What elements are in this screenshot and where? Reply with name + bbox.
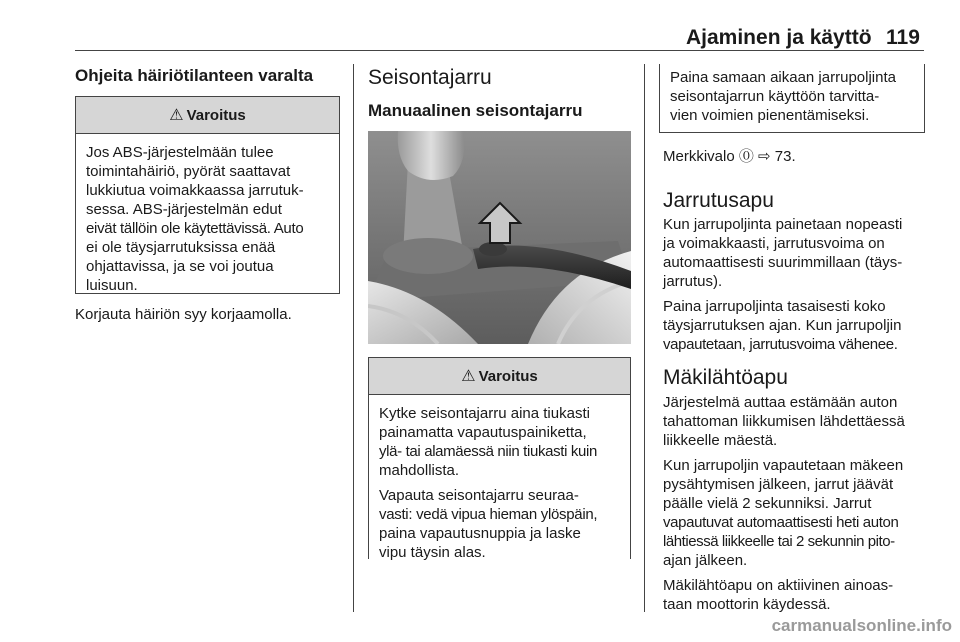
warning-paragraph <box>379 404 630 480</box>
page-reference-number: 73. <box>774 148 796 165</box>
text-line: vien voimien pienentämiseksi. <box>670 107 870 124</box>
parking-brake-illustration <box>368 131 631 344</box>
text-line: lähtiessä liikkeelle tai 2 sekunnin pito- <box>663 533 895 550</box>
text-line: jarrutus). <box>663 273 723 290</box>
text-line: Paina jarrupoljinta tasaisesti koko <box>663 298 886 315</box>
warning-body <box>76 134 339 295</box>
watermark: carmanualsonline.info <box>771 616 952 635</box>
paragraph <box>663 297 933 354</box>
indicator-reference <box>663 147 796 166</box>
text-line: vipu täysin alas. <box>379 544 486 561</box>
text-line: tahattoman liikkumisen lähdettäessä <box>663 413 905 430</box>
header-rule <box>75 50 924 51</box>
text-line: seisontajarrun käyttöön tarvitta- <box>670 88 880 105</box>
text-line: Vapauta seisontajarru seuraa- <box>379 487 579 504</box>
section-heading-parking-brake: Seisontajarru <box>368 66 492 89</box>
warning-title: Varoitus <box>478 367 538 385</box>
text-line: liikkeelle mäestä. <box>663 432 778 449</box>
paragraph-repair: Korjauta häiriön syy korjaamolla. <box>75 306 292 323</box>
text-line: vapautetaan, jarrutusvoima vähenee. <box>663 336 898 353</box>
text-line: täysjarrutuksen ajan. Kun jarrupoljin <box>663 317 902 334</box>
section-heading-brake-assist: Jarrutusapu <box>663 189 774 212</box>
warning-header <box>369 358 630 395</box>
page-reference-arrow-icon: ⇨ <box>758 148 771 165</box>
warning-triangle-icon: ⚠ <box>169 107 184 124</box>
text-line: ei ole täysjarrutuksissa enää <box>86 239 276 256</box>
text-line: Jos ABS-järjestelmään tulee <box>86 144 274 161</box>
paragraph <box>663 456 933 570</box>
text-line: päälle vielä 2 sekunniksi. Jarrut <box>663 495 872 512</box>
indicator-label: Merkkivalo <box>663 148 735 165</box>
subheading-manual-parking-brake: Manuaalinen seisontajarru <box>368 101 583 120</box>
text-line: automaattisesti suurimmillaan (täys- <box>663 254 903 271</box>
warning-triangle-icon: ⚠ <box>461 368 476 385</box>
section-heading-hill-start-assist: Mäkilähtöapu <box>663 366 788 389</box>
text-line: Kun jarrupoljinta painetaan nopeasti <box>663 216 903 233</box>
warning-title: Varoitus <box>186 106 246 124</box>
paragraph <box>663 215 933 291</box>
brake-warning-lamp-icon: ⓪ <box>738 148 754 165</box>
text-line: eivät tällöin ole käytettävissä. Auto <box>86 220 304 237</box>
text-line: Paina samaan aikaan jarrupoljinta <box>670 69 896 86</box>
text-line: ja voimakkaasti, jarrutusvoima on <box>663 235 885 252</box>
paragraph <box>663 576 933 614</box>
page-number: 119 <box>886 26 920 49</box>
warning-body <box>369 395 630 562</box>
text-line: luisuun. <box>86 277 138 294</box>
text-line: toimintahäiriö, pyörät saattavat <box>86 163 291 180</box>
note-box-brake-pedal <box>659 64 925 133</box>
text-line: pysähtymisen jälkeen, jarrut jäävät <box>663 476 894 493</box>
text-line: Kun jarrupoljin vapautetaan mäkeen <box>663 457 904 474</box>
text-line: ohjattavissa, ja se voi joutua <box>86 258 274 275</box>
text-line: paina vapautusnuppia ja laske <box>379 525 581 542</box>
column-divider-right <box>644 64 645 612</box>
text-line: sessa. ABS-järjestelmän edut <box>86 201 282 218</box>
text-line: lukkiutua voimakkaassa jarrutuk- <box>86 182 304 199</box>
warning-paragraph <box>379 486 630 562</box>
warning-header <box>76 97 339 134</box>
warning-box-abs <box>75 96 340 294</box>
text-line: Järjestelmä auttaa estämään auton <box>663 394 898 411</box>
brake-assist-text <box>663 215 933 354</box>
section-heading-troubleshooting: Ohjeita häiriötilanteen varalta <box>75 66 314 85</box>
text-line: Mäkilähtöapu on aktiivinen ainoas- <box>663 577 894 594</box>
warning-box-parking-brake <box>368 357 631 559</box>
column-divider-left <box>353 64 354 612</box>
text-line: ajan jälkeen. <box>663 552 748 569</box>
text-line: Kytke seisontajarru aina tiukasti <box>379 405 590 422</box>
text-line: taan moottorin käydessä. <box>663 596 831 613</box>
paragraph <box>663 393 933 450</box>
text-line: painamatta vapautuspainiketta, <box>379 424 587 441</box>
text-line: mahdollista. <box>379 462 460 479</box>
text-line: ylä- tai alamäessä niin tiukasti kuin <box>379 443 597 460</box>
hill-start-text <box>663 393 933 614</box>
text-line: vasti: vedä vipua hieman ylöspäin, <box>379 506 598 523</box>
running-header-title: Ajaminen ja käyttö <box>686 26 872 49</box>
text-line: vapautuvat automaattisesti heti auton <box>663 514 899 531</box>
